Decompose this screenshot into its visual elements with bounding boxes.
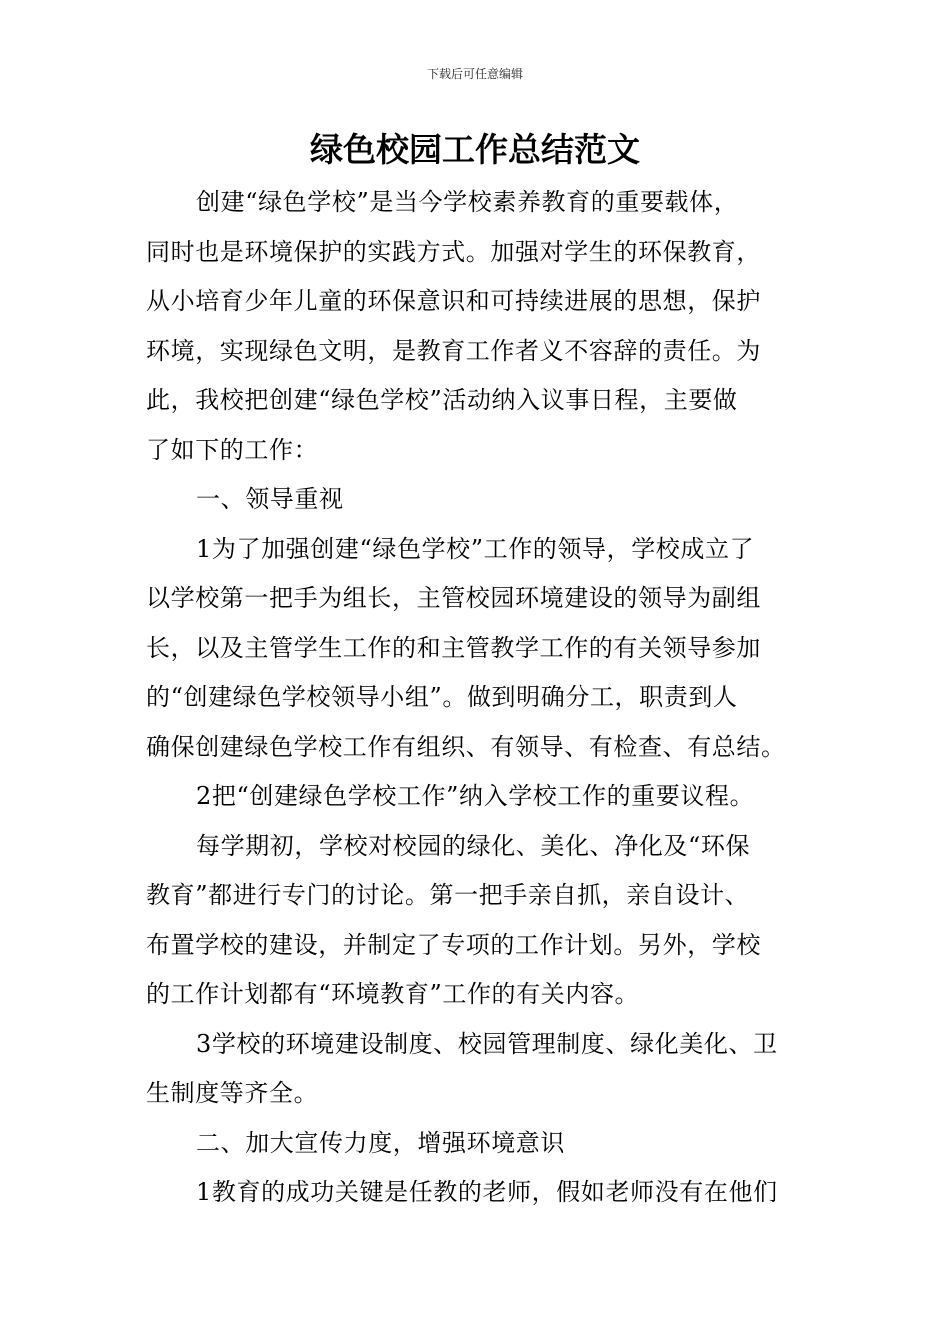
text-line: 同时也是环境保护的实践方式。加强对学生的环保教育， bbox=[146, 237, 761, 266]
text-line: 以学校第一把手为组长，主管校园环境建设的领导为副组 bbox=[146, 584, 761, 612]
page-header-note: 下载后可任意编辑 bbox=[426, 67, 523, 81]
text-line: 布置学校的建设，并制定了专项的工作计划。另外，学校 bbox=[146, 930, 761, 959]
text-line: 环境，实现绿色文明，是教育工作者义不容辞的责任。为 bbox=[146, 336, 761, 365]
text-line: 2把“创建绿色学校工作”纳入学校工作的重要议程。 bbox=[196, 782, 755, 810]
text-line: 生制度等齐全。 bbox=[146, 1079, 319, 1107]
text-line: 的工作计划都有“环境教育”工作的有关内容。 bbox=[146, 980, 640, 1008]
document-title: 绿色校园工作总结范文 bbox=[310, 130, 640, 169]
text-line: 从小培育少年儿童的环保意识和可持续进展的思想，保护 bbox=[146, 287, 761, 315]
text-line: 1教育的成功关键是任教的老师，假如老师没有在他们 bbox=[196, 1178, 778, 1206]
text-line: 长，以及主管学生工作的和主管教学工作的有关领导参加 bbox=[146, 633, 761, 662]
section-heading: 二、加大宣传力度，增强环境意识 bbox=[196, 1128, 565, 1157]
text-line: 确保创建绿色学校工作有组织、有领导、有检查、有总结。 bbox=[146, 732, 786, 761]
text-line: 的“创建绿色学校领导小组”。做到明确分工，职责到人 bbox=[146, 683, 738, 711]
section-heading: 一、领导重视 bbox=[196, 485, 344, 513]
text-line: 1为了加强创建“绿色学校”工作的领导，学校成立了 bbox=[196, 534, 755, 563]
text-line: 了如下的工作： bbox=[146, 435, 319, 464]
text-line: 3学校的环境建设制度、校园管理制度、绿化美化、卫 bbox=[196, 1029, 778, 1058]
text-line: 每学期初，学校对校园的绿化、美化、净化及“环保 bbox=[196, 831, 751, 860]
text-line: 此，我校把创建“绿色学校”活动纳入议事日程，主要做 bbox=[146, 386, 738, 414]
text-line: 创建“绿色学校”是当今学校素养教育的重要载体， bbox=[196, 188, 739, 216]
text-line: 教育”都进行专门的讨论。第一把手亲自抓，亲自设计、 bbox=[146, 881, 750, 909]
document-body bbox=[146, 178, 806, 1218]
